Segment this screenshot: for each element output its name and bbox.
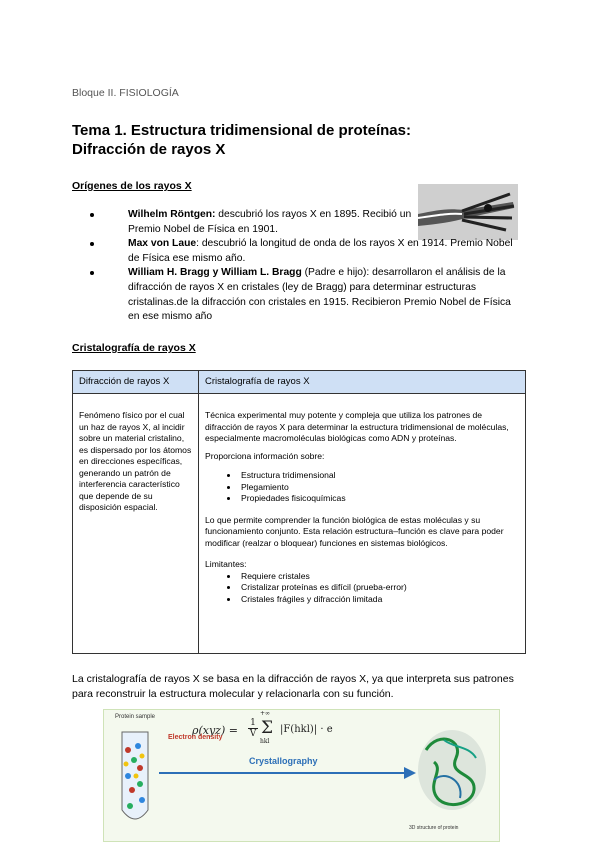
section-heading-origins: Orígenes de los rayos X <box>72 180 192 192</box>
list-item: Wilhelm Röntgen: descubrió los rayos X en 1895. Recibió un Premio Nobel de Física en 1901. <box>90 208 435 237</box>
cell-paragraph: Lo que permite comprender la función biológica de estas moléculas y su funcionamiento conjunto. Esta relación estructura–función es clave para poder modificar (realzar o bloquear) funciones en sistemas biológicos. <box>205 514 504 548</box>
title-line-2: Difracción de rayos X <box>72 141 226 158</box>
sum-lower: hkl <box>260 738 270 745</box>
test-tube-icon <box>122 732 148 819</box>
protein-structure-icon <box>418 730 486 810</box>
formula-rhs: |F(hkl)| · e <box>280 724 333 735</box>
formula-lhs: ρ(xyz) = <box>192 724 238 737</box>
table-header-row <box>73 371 526 394</box>
list-item: Cristalizar proteínas es difícil (prueba-error) <box>205 582 519 594</box>
label-protein-sample: Protein sample <box>115 714 156 720</box>
cell-paragraph: Proporciona información sobre: <box>205 450 325 461</box>
list-item: Estructura tridimensional <box>205 470 519 482</box>
block-label: Bloque II. FISIOLOGÍA <box>72 87 179 99</box>
page-title <box>72 121 411 159</box>
list-item: Max von Laue: descubrió la longitud de onda de los rayos X en 1914. Premio Nobel de Física ese mismo año. <box>90 237 520 266</box>
sum-symbol: Σ <box>261 718 274 738</box>
table-header-cell: Cristalografía de rayos X <box>199 371 526 394</box>
list-item: William H. Bragg y William L. Bragg (Padre e hijo): desarrollaron el análisis de la difracción de rayos X en cristales (ley de Bragg) para determinar estructuras cristalinas.de la difracción con cristales en 1915. Recibieron Premio Nobel de Física en ese mismo año <box>90 266 520 324</box>
limits-list <box>205 571 519 606</box>
label-electron-density: Electron density <box>168 734 223 741</box>
table-header-cell: Difracción de rayos X <box>73 371 199 394</box>
list-item: Cristales frágiles y difracción limitada <box>205 594 519 606</box>
table-row <box>73 394 526 654</box>
cell-paragraph: Técnica experimental muy potente y compleja que utiliza los patrones de difracción de rayos X para determinar la estructura tridimensional de moléculas, especialmente macromoléculas biológicas como ADN y proteínas. <box>205 410 509 443</box>
info-list <box>205 470 519 505</box>
table-cell-diffraction: Fenómeno físico por el cual un haz de rayos X, al incidir sobre un material cristalino, es dispersado por los átomos en direcciones específicas, generando un patrón de interferencia característico que depende de su disposición espacial. <box>73 394 199 654</box>
list-item: Requiere cristales <box>205 571 519 583</box>
title-line-1: Tema 1. Estructura tridimensional de proteínas: <box>72 122 411 139</box>
cell-paragraph: Limitantes: <box>205 559 247 569</box>
list-item: Propiedades fisicoquímicas <box>205 493 519 505</box>
sum-upper: +∞ <box>260 710 271 717</box>
crystallography-figure <box>103 709 500 842</box>
comparison-table <box>72 370 526 654</box>
origins-list <box>90 208 520 325</box>
summary-paragraph: La cristalografía de rayos X se basa en la difracción de rayos X, ya que interpreta sus patrones para reconstruir la estructura molecular y relacionarla con su función. <box>72 673 514 700</box>
section-heading-crystallography: Cristalografía de rayos X <box>72 342 196 354</box>
formula-frac: 1 V <box>249 718 257 739</box>
table-cell-crystallography <box>199 394 526 654</box>
list-item: Plegamiento <box>205 482 519 494</box>
label-crystallography: Crystallography <box>249 756 318 766</box>
label-3d-structure: 3D structure of protein <box>409 825 459 831</box>
